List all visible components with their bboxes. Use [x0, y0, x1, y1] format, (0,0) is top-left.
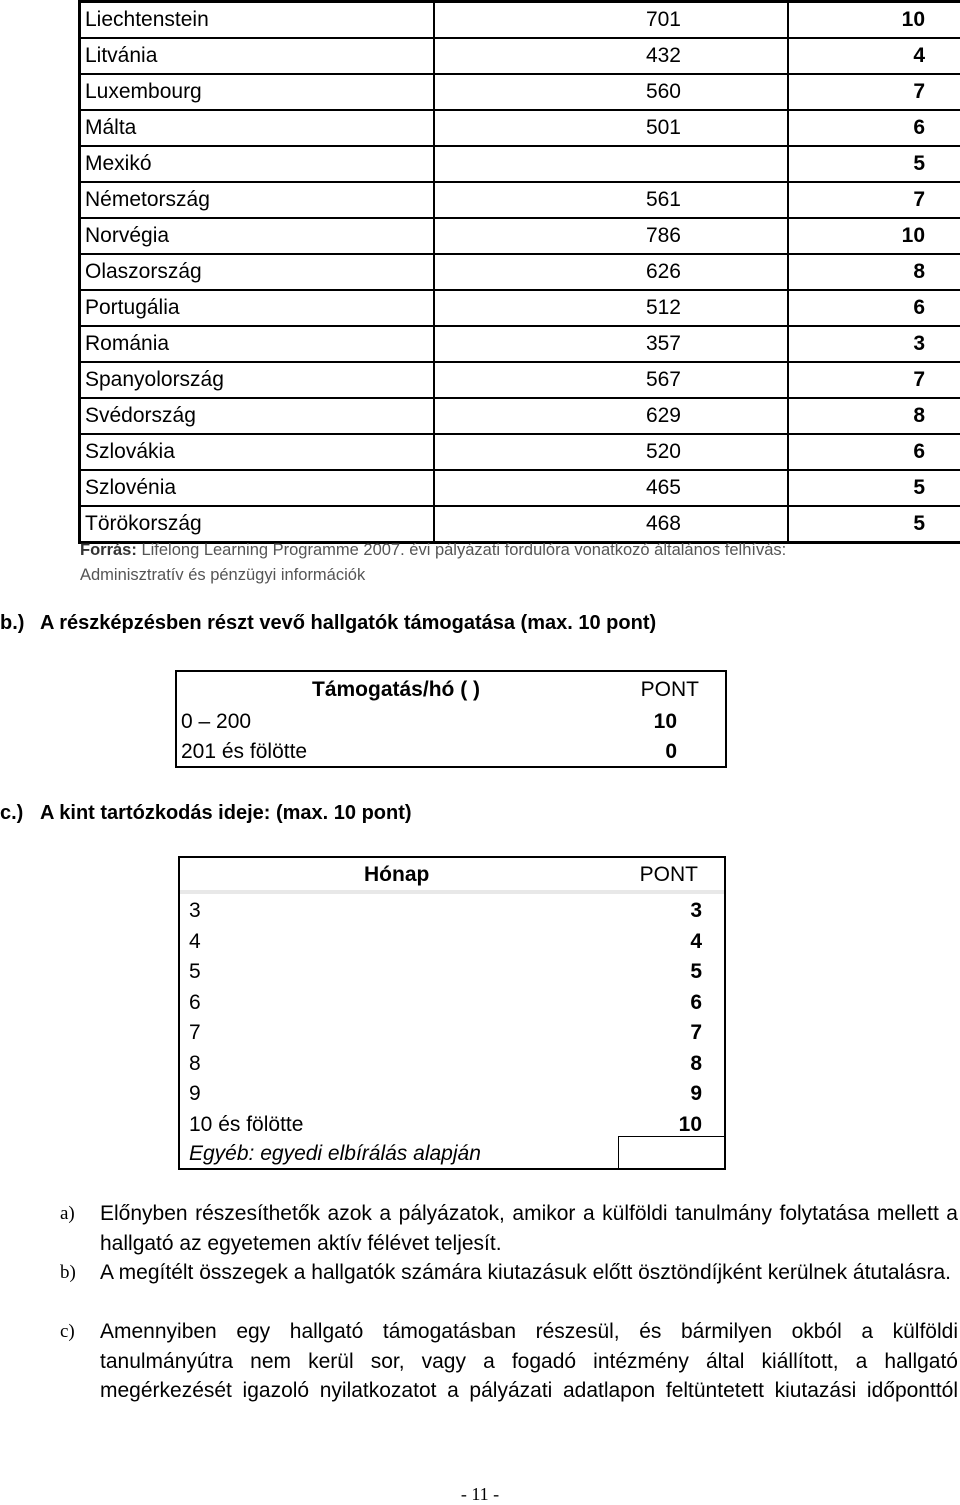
- note-c: [60, 1317, 958, 1406]
- support-row: [177, 736, 725, 767]
- header-shade: [180, 890, 724, 894]
- country-name: Németország: [80, 182, 435, 218]
- section-b-title: A részképzésben részt vevő hallgatók támogatása (max. 10 pont): [40, 612, 656, 634]
- note-text: A megítélt összegek a hallgatók számára kiutazásuk előtt ösztöndíjként kerülnek átutalásra.: [100, 1258, 958, 1288]
- country-points: 7: [788, 74, 960, 110]
- country-row: [80, 434, 960, 470]
- note-letter: c): [60, 1317, 75, 1347]
- months-month: 8: [189, 1049, 201, 1079]
- months-month: 4: [189, 927, 201, 957]
- country-points: 8: [788, 254, 960, 290]
- country-name: Románia: [80, 326, 435, 362]
- section-c-heading: [0, 802, 412, 825]
- months-points: 5: [690, 957, 702, 987]
- country-row: [80, 470, 960, 506]
- months-row: [180, 1018, 724, 1048]
- months-month: 5: [189, 957, 201, 987]
- months-row: [180, 896, 724, 926]
- country-points: 8: [788, 398, 960, 434]
- support-header-right: PONT: [641, 674, 699, 705]
- country-row: [80, 182, 960, 218]
- country-name: Törökország: [80, 506, 435, 543]
- source-note: [80, 538, 900, 588]
- months-header-left: Hónap: [364, 858, 429, 892]
- support-points: 10: [654, 706, 677, 737]
- country-value: 786: [434, 218, 788, 254]
- country-value: 512: [434, 290, 788, 326]
- country-name: Litvánia: [80, 38, 435, 74]
- country-value: 465: [434, 470, 788, 506]
- months-month: 6: [189, 988, 201, 1018]
- country-name: Málta: [80, 110, 435, 146]
- country-row: [80, 38, 960, 74]
- country-table: [78, 0, 960, 544]
- country-value: 629: [434, 398, 788, 434]
- country-points: 4: [788, 38, 960, 74]
- months-table: [178, 856, 726, 1170]
- section-c-title: A kint tartózkodás ideje: (max. 10 pont): [40, 802, 412, 824]
- country-row: [80, 362, 960, 398]
- support-range: 201 és fölötte: [181, 736, 307, 767]
- country-points: 10: [788, 2, 960, 39]
- country-points: 5: [788, 506, 960, 543]
- months-points: 3: [690, 896, 702, 926]
- support-range: 0 – 200: [181, 706, 251, 737]
- months-row: [180, 957, 724, 987]
- country-value: 468: [434, 506, 788, 543]
- country-value: 626: [434, 254, 788, 290]
- country-name: Mexikó: [80, 146, 435, 182]
- country-value: 567: [434, 362, 788, 398]
- country-points: 6: [788, 290, 960, 326]
- country-row: [80, 146, 960, 182]
- section-c-label: c.): [0, 802, 40, 825]
- country-value: 701: [434, 2, 788, 39]
- note-a: [60, 1199, 958, 1258]
- note-text: Amennyiben egy hallgató támogatásban részesül, és bármilyen okból a külföldi tanulmányútra nem kerül sor, vagy a fogadó intézmény által kiállított, a hallgató megérkezését igazoló nyilatkozatot a pályázati adatlapon feltüntetett kiutazási időponttól: [100, 1317, 958, 1406]
- note-text: Előnyben részesíthetők azok a pályázatok, amikor a külföldi tanulmány folytatása mellett a hallgató az egyetemen aktív félévet teljesít.: [100, 1199, 958, 1258]
- country-name: Norvégia: [80, 218, 435, 254]
- country-name: Szlovákia: [80, 434, 435, 470]
- country-name: Olaszország: [80, 254, 435, 290]
- country-row: [80, 326, 960, 362]
- months-row: [180, 1079, 724, 1109]
- country-points: 6: [788, 434, 960, 470]
- months-points: 6: [690, 988, 702, 1018]
- months-points: 8: [690, 1049, 702, 1079]
- months-row: [180, 927, 724, 957]
- support-row: [177, 706, 725, 737]
- other-row-divider: [618, 1136, 724, 1137]
- months-points: 4: [690, 927, 702, 957]
- support-header-left: Támogatás/hó ( ): [312, 674, 480, 705]
- months-month: 10 és fölötte: [189, 1110, 303, 1140]
- note-letter: a): [60, 1199, 75, 1229]
- country-row: [80, 398, 960, 434]
- months-header-row: [180, 858, 724, 890]
- country-row: [80, 2, 960, 39]
- months-row: [180, 1049, 724, 1079]
- months-row: [180, 988, 724, 1018]
- support-table: [175, 670, 727, 768]
- section-b-heading: [0, 612, 656, 635]
- months-points: 7: [690, 1018, 702, 1048]
- country-value: 357: [434, 326, 788, 362]
- country-name: Spanyolország: [80, 362, 435, 398]
- months-row: [180, 1110, 724, 1140]
- country-row: [80, 218, 960, 254]
- country-value: 501: [434, 110, 788, 146]
- country-points: 10: [788, 218, 960, 254]
- country-row: [80, 254, 960, 290]
- country-name: Svédország: [80, 398, 435, 434]
- country-points: 7: [788, 362, 960, 398]
- country-value: [434, 146, 788, 182]
- months-month: 9: [189, 1079, 201, 1109]
- source-label: Forrás:: [80, 541, 137, 559]
- source-line1: Lifelong Learning Programme 2007. évi pályázati fordulóra vonatkozó általános felhívás:: [137, 541, 786, 559]
- source-line2: Adminisztratív és pénzügyi információk: [80, 566, 365, 584]
- country-name: Szlovénia: [80, 470, 435, 506]
- other-label: Egyéb: egyedi elbírálás alapján: [189, 1139, 481, 1169]
- note-b: [60, 1258, 958, 1288]
- country-value: 432: [434, 38, 788, 74]
- country-points: 3: [788, 326, 960, 362]
- country-name: Portugália: [80, 290, 435, 326]
- country-value: 560: [434, 74, 788, 110]
- country-points: 7: [788, 182, 960, 218]
- country-value: 561: [434, 182, 788, 218]
- country-points: 5: [788, 146, 960, 182]
- country-name: Liechtenstein: [80, 2, 435, 39]
- country-points: 6: [788, 110, 960, 146]
- support-header-row: [177, 674, 725, 705]
- country-name: Luxembourg: [80, 74, 435, 110]
- page-number: - 11 -: [0, 1484, 960, 1505]
- section-b-label: b.): [0, 612, 40, 635]
- note-letter: b): [60, 1258, 76, 1288]
- country-points: 5: [788, 470, 960, 506]
- country-value: 520: [434, 434, 788, 470]
- months-month: 3: [189, 896, 201, 926]
- months-points: 10: [679, 1110, 702, 1140]
- months-header-right: PONT: [640, 858, 698, 892]
- months-points: 9: [690, 1079, 702, 1109]
- support-points: 0: [665, 736, 677, 767]
- months-month: 7: [189, 1018, 201, 1048]
- country-row: [80, 290, 960, 326]
- other-row: [180, 1139, 724, 1169]
- country-row: [80, 74, 960, 110]
- country-row: [80, 110, 960, 146]
